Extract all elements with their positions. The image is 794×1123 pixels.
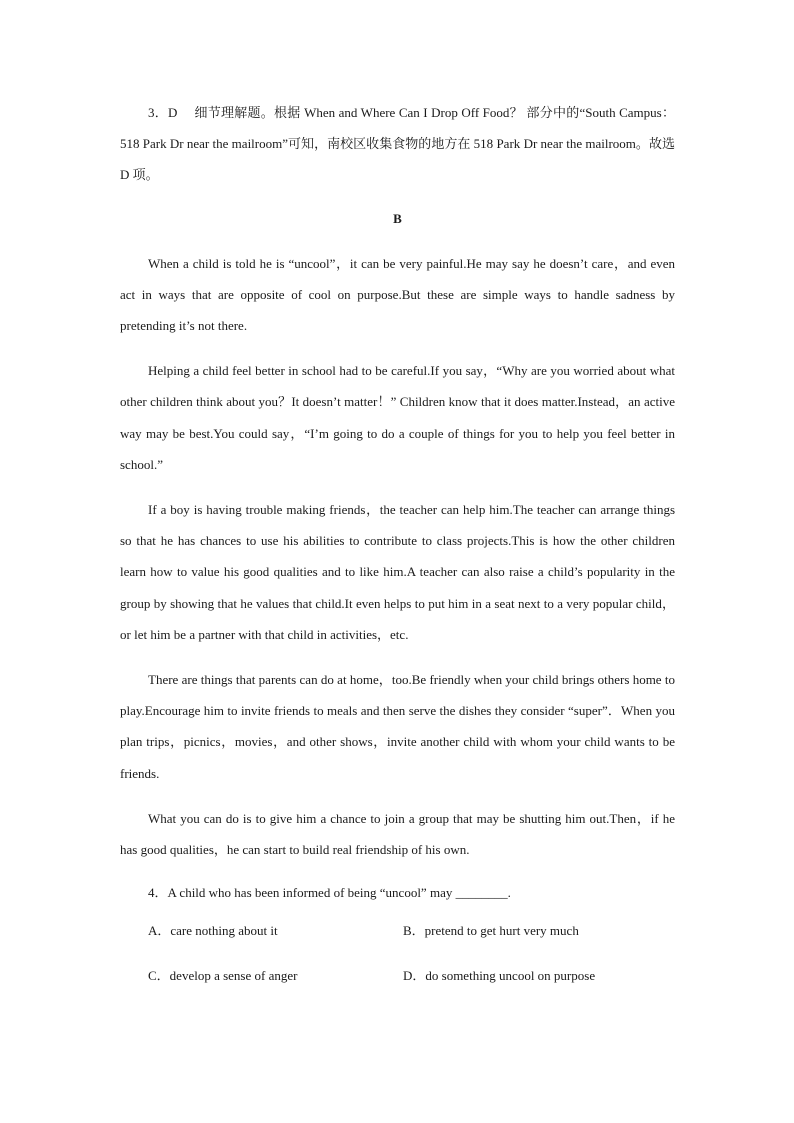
option-d: D．do something uncool on purpose xyxy=(403,968,596,984)
passage-paragraph-4: There are things that parents can do at home，too.Be friendly when your child brings others home to play.Encourage him to invite friends to meals and then serve the dishes they consider “super”．When you plan trips，picnics，movies，and other shows，invite another child with whom your child wants to be friends. xyxy=(120,672,675,781)
option-c: C．develop a sense of anger xyxy=(148,968,298,984)
section-heading: B xyxy=(393,210,402,226)
passage-paragraph-2: Helping a child feel better in school had to be careful.If you say，“Why are you worried about what other children think about you？It doesn’t matter！” Children know that it does matter.Instead，an active way may be best.You could say，“I’m going to do a couple of things for you to help you feel better in school.” xyxy=(120,363,675,472)
options-row-2 xyxy=(148,953,675,998)
answer-explanation: 3．D 细节理解题。根据 When and Where Can I Drop Off Food？ 部分中的“South Campus：518 Park Dr near the mailroom”可知，南校区收集食物的地方在 518 Park Dr near the mailroom。故选 D 项。 xyxy=(120,105,675,183)
passage-paragraph-5: What you can do is to give him a chance to join a group that may be shutting him out.Then，if he has good qualities，he can start to build real friendship of his own. xyxy=(120,810,675,858)
options-row-1 xyxy=(148,908,675,953)
question-4-stem: 4．A child who has been informed of being “uncool” may ________. xyxy=(148,885,511,901)
passage-paragraph-1: When a child is told he is “uncool”，it can be very painful.He may say he doesn’t care，and even act in ways that are opposite of cool on purpose.But these are simple ways to handle sadness by pretending it’s not there. xyxy=(120,255,675,334)
option-a: A．care nothing about it xyxy=(148,923,278,939)
document-page xyxy=(120,97,675,998)
passage-paragraph-3: If a boy is having trouble making friends，the teacher can help him.The teacher can arrange things so that he has chances to use his abilities to contribute to class projects.This is how the other children learn how to value his good qualities and to like him.A teacher can also raise a child’s popularity in the group by showing that he values that child.It even helps to put him in a seat next to a very popular child，or let him be a partner with that child in activities，etc. xyxy=(120,502,675,642)
option-b: B．pretend to get hurt very much xyxy=(403,923,579,939)
